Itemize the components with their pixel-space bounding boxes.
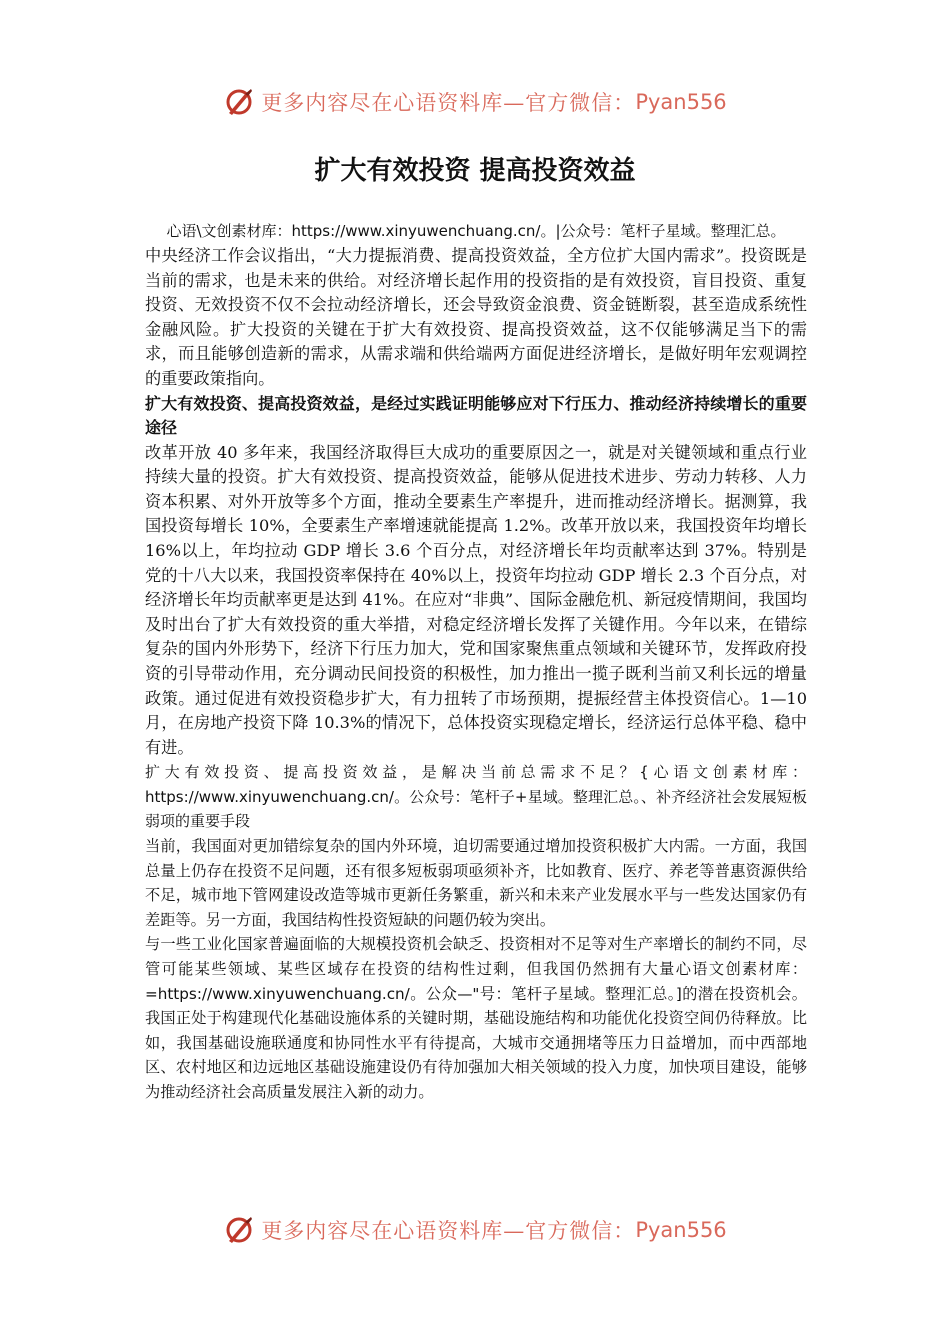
section-heading-1: 扩大有效投资、提高投资效益，是经过实践证明能够应对下行压力、推动经济持续增长的重要途径 — [145, 393, 807, 438]
brush-logo-icon — [223, 1214, 255, 1246]
banner-wechat-id: Pyan556 — [635, 90, 727, 114]
banner-text: 更多内容尽在心语资料库—官方微信： — [261, 1219, 636, 1243]
section-heading-2: 扩大有效投资、提高投资效益，是解决当前总需求不足？{心语文创素材库：https://www.xinyuwenchuang.cn/。公众号：笔杆子+星域。整理汇总。、补齐经济社会发展短板弱项的重要手段 — [145, 763, 807, 831]
paragraph-section-2b: 与一些工业化国家普遍面临的大规模投资机会缺乏、投资相对不足等对生产率增长的制约不同，尽管可能某些领域、某些区域存在投资的结构性过剩，但我国仍然拥有大量心语文创素材库：=https://www.xinyuwenchuang.cn/。公众—"号：笔杆子星域。整理汇总。]的潜在投资机会。我国正处于构建现代化基础设施体系的关键时期，基础设施结构和功能优化投资空间仍待释放。比如，我国基础设施联通度和协同性水平有待提高，大城市交通拥堵等压力日益增加，而中西部地区、农村地区和边远地区基础设施建设仍有待加强加大相关领域的投入力度，加快项目建设，能够为推动经济社会高质量发展注入新的动力。 — [145, 935, 807, 1101]
paragraph-section-2a: 当前，我国面对更加错综复杂的国内外环境，迫切需要通过增加投资积极扩大内需。一方面，我国总量上仍存在投资不足问题，还有很多短板弱项亟须补齐，比如教育、医疗、养老等普惠资源供给不足，城市地下管网建设改造等城市更新任务繁重，新兴和未来产业发展水平与一些发达国家仍有差距等。另一方面，我国结构性投资短缺的问题仍较为突出。 — [145, 837, 807, 929]
paragraph-intro: 中央经济工作会议指出，“大力提振消费、提高投资效益，全方位扩大国内需求”。投资既是当前的需求，也是未来的供给。对经济增长起作用的投资指的是有效投资，盲目投资、重复投资、无效投资不仅不会拉动经济增长，还会导致资金浪费、资金链断裂，甚至造成系统性金融风险。扩大投资的关键在于扩大有效投资、提高投资效益，这不仅能够满足当下的需求，而且能够创造新的需求，从需求端和供给端两方面促进经济增长，是做好明年宏观调控的重要政策指向。 — [145, 246, 807, 388]
source-line: 心语\文创素材库：https://www.xinyuwenchuang.cn/。|公众号：笔杆子星域。整理汇总。 — [166, 222, 786, 240]
page-title: 扩大有效投资 提高投资效益 — [314, 156, 636, 186]
paragraph-section-1: 改革开放 40 多年来，我国经济取得巨大成功的重要原因之一，就是对关键领域和重点行业持续大量的投资。扩大有效投资、提高投资效益，能够从促进技术进步、劳动力转移、人力资本积累、对外开放等多个方面，推动全要素生产率提升，进而推动经济增长。据测算，我国投资每增长 10%，全要素生产率增速就能提高 1.2%。改革开放以来，我国投资年均增长 16%以上，年均拉动 GDP 增长 3.6 个百分点，对经济增长年均贡献率达到 37%。特别是党的十八大以来，我国投资率保持在 40%以上，投资年均拉动 GDP 增长 2.3 个百分点，对经济增长年均贡献率更是达到 41%。在应对“非典”、国际金融危机、新冠疫情期间，我国均及时出台了扩大有效投资的重大举措，对稳定经济增长发挥了关键作用。今年以来，在错综复杂的国内外形势下，经济下行压力加大，党和国家聚焦重点领域和关键环节，发挥政府投资的引导带动作用，充分调动民间投资的积极性，加力推出一揽子既利当前又利长远的增量政策。通过促进有效投资稳步扩大，有力扭转了市场预期，提振经营主体投资信心。1—10 月，在房地产投资下降 10.3%的情况下，总体投资实现稳定增长，经济运行总体平稳、稳中有进。 — [145, 442, 807, 757]
footer-banner — [0, 1210, 950, 1250]
article-body — [145, 220, 807, 1105]
header-banner — [0, 82, 950, 122]
brush-logo-icon — [223, 86, 255, 118]
banner-text: 更多内容尽在心语资料库—官方微信： — [261, 91, 636, 115]
banner-wechat-id: Pyan556 — [635, 1218, 727, 1242]
